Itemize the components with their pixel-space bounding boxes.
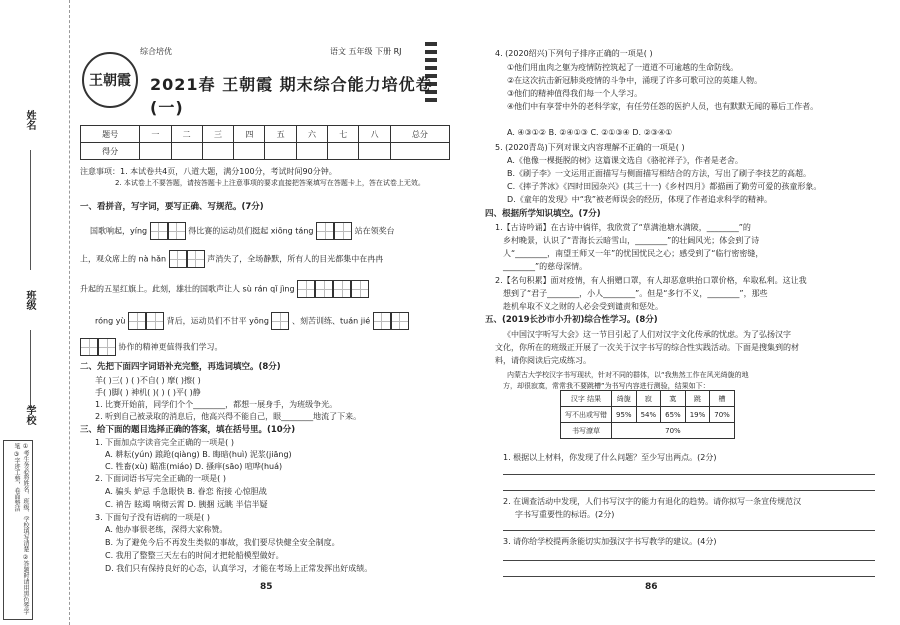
s4-1c: 人“________，南望王师又一年”的忧国忧民之心；感受到了“临行密密缝，	[503, 249, 764, 258]
s5-para-2: 文化，你所在的班级正开展了一次关于汉字书写的综合性实践活动。下面是搜集到的材	[495, 343, 799, 352]
table-row: 汉字 结果 绮旎 寂 寞 跳 槽	[561, 391, 735, 407]
section-2-title: 二、先把下面四字词语补充完整，再选词填空。(8分)	[80, 362, 281, 372]
q4-item-2: ②在这次抗击新冠肺炎疫情的斗争中，涌现了许多可歌可泣的英雄人物。	[507, 76, 763, 85]
s5-para-3: 料，请你阅读后完成练习。	[495, 356, 591, 365]
s4-2a: 2.【名句积累】面对疫情，有人捐赠口罩，有人却恶意哄抬口罩价格，牟取私利。这让我	[495, 276, 807, 285]
s4-2c: 趁机牟取不义之财的人必会受到谴责和惩处。	[503, 302, 663, 311]
s3-q2: 2. 下面词语书写完全正确的一项是( )	[95, 474, 226, 483]
section-4-title: 四、根据所学知识填空。(7分)	[485, 209, 601, 219]
q4-options: A. ④③①② B. ②④①③ C. ②①③④ D. ②③④①	[507, 128, 673, 137]
q4-item-3: ③他们的精神值得我们每一个人学习。	[507, 89, 643, 98]
s5-q2a: 2. 在调查活动中发现，人们书写汉字的能力有退化的趋势。请你拟写一条宣传规范汉	[503, 497, 802, 506]
s5-para-1: 《中国汉字听写大会》这一节目引起了人们对汉字文化传承的忧虑。为了弘扬汉字	[503, 330, 791, 339]
s3-q1-cd: C. 牲畜(xù) 瞄准(miáo) D. 搔痒(sāo) 喧哗(huá)	[105, 462, 283, 471]
school-label: 学校	[24, 405, 35, 425]
s1-line-3: 升起的五星红旗上。此刻，雄壮的国歌声让人 sù rán qǐ jìng	[80, 280, 369, 298]
s1-line-5: 协作的精神更值得我们学习。	[80, 338, 223, 356]
answer-line[interactable]	[503, 560, 875, 561]
s3-q3-a: A. 他办事很老练，深得大家称赞。	[105, 525, 228, 534]
right-page	[455, 0, 900, 625]
section-1-title: 一、看拼音，写字词，要写正确、写规范。(7分)	[80, 202, 264, 212]
section-3-title: 三、给下面的题目选择正确的答案，填在括号里。(10分)	[80, 425, 296, 435]
score-table	[80, 125, 450, 160]
s3-q2-cd: C. 衲告 眩竭 响彻云霄 D. 胰捆 远眺 半信半疑	[105, 500, 268, 509]
name-label: 姓名	[24, 110, 35, 130]
s3-q3-c: C. 我用了整整三天左右的时间才把轮船模型做好。	[105, 551, 284, 560]
header-right: 语文 五年级 下册 RJ	[330, 47, 402, 56]
exam-tips: ①考生务必将姓名、班级、学校填写清楚 ②答题时请用黑色签字笔 ③字迹工整，卷面整洁	[3, 440, 33, 620]
s2-words-2: 手( )脚( ) 神机( )( ) ( )平( )静	[95, 388, 201, 397]
header-left: 综合培优	[140, 47, 172, 56]
s3-q2-ab: A. 骗头 妒忌 手急眼快 B. 眷恋 衔接 心惊胆战	[105, 487, 267, 496]
class-label: 班级	[24, 290, 35, 310]
answer-line[interactable]	[503, 474, 875, 475]
survey-table	[560, 390, 735, 439]
q5-b: B.《刷子李》一文运用正面描写与侧面描写相结合的方法，写出了刷子李技艺的高超。	[507, 169, 812, 178]
answer-line[interactable]	[503, 576, 875, 577]
q4: 4. (2020绍兴)下列句子排序正确的一项是( )	[495, 49, 653, 58]
page-title: 2021春 王朝霞 期末综合能力培优卷(一)	[150, 75, 433, 117]
q4-item-1: ①他们用血肉之躯为疫情防控筑起了一道道不可逾越的生命防线。	[507, 63, 739, 72]
s1-line-1: 国歌响起，yíng 得比赛的运动员们挺起 xiōng táng 站在领奖台	[90, 222, 395, 240]
table-row: 题号 一 二 三 四 五 六 七 八 总分	[81, 126, 450, 143]
s5-quote-1: 内蒙古大学校汉字书写现状，针对不同的群体，以“我焦然工作在风光绮旎的地	[507, 371, 749, 379]
s2-words-1: 羊( )三( ) ( )不自( ) 摩( )擦( )	[95, 376, 201, 385]
table-row: 得分	[81, 143, 450, 160]
name-line	[30, 150, 31, 270]
s3-q3-d: D. 我们只有保持良好的心态，认真学习，才能在考场上正常发挥出好成绩。	[105, 564, 373, 573]
class-line	[30, 330, 31, 410]
page-number: 86	[645, 582, 658, 592]
table-row: 写不出或写错 95% 54% 65% 19% 70%	[561, 407, 735, 423]
table-row: 书写潦草 70%	[561, 423, 735, 439]
s2-question-1: 1. 比赛开始前，同学们个个________，都想一展身手，为班级争光。	[95, 400, 338, 409]
s4-1d: ________”的慈母深情。	[503, 262, 588, 271]
brand-logo: 王朝霞	[82, 52, 138, 108]
s3-q1: 1. 下面加点字读音完全正确的一项是( )	[95, 438, 234, 447]
s4-2b: 想到了“君子________，小人________”。但是“多行不义，________”，那些	[503, 289, 768, 298]
s3-q3: 3. 下面句子没有语病的一项是( )	[95, 513, 210, 522]
s5-quote-2: 方，却很寂寞，常常我不要跳槽”为书写内容进行测验，结果如下：	[503, 382, 710, 390]
page-number: 85	[260, 582, 273, 592]
answer-line[interactable]	[503, 530, 875, 531]
s2-question-2: 2. 听到自己被录取的消息后，他高兴得不能自己，眼________地流了下来。	[95, 412, 362, 421]
s5-q2b: 字书写重要性的标语。(2分)	[515, 510, 615, 519]
answer-line[interactable]	[503, 490, 875, 491]
s4-1b: 乡村晚景，认识了“青海长云暗雪山，________”的壮阔风光；体会到了诗	[503, 236, 760, 245]
s5-q1: 1. 根据以上材料，你发现了什么问题？至少写出两点。(2分)	[503, 453, 717, 462]
s4-1a: 1.【古诗吟诵】在古诗中徜徉，我欣赏了“草满池塘水满陂，________”的	[495, 223, 751, 232]
s1-line-2: 上，观众席上的 nà hǎn 声消失了，全场静默，所有人的目光都集中在冉冉	[80, 250, 383, 268]
q5-a: A.《他像一棵挺脱的树》这篇课文选自《骆驼祥子》，作者是老舍。	[507, 156, 743, 165]
s5-q3: 3. 请你给学校提两条能切实加强汉字书写教学的建议。(4分)	[503, 537, 717, 546]
s3-q3-b: B. 为了避免今后不再发生类似的事故，我们要尽快健全安全制度。	[105, 538, 340, 547]
notes-line-2: 2. 本试卷上不要答题，请按答题卡上注意事项的要求直接把答案填写在答题卡上，答在试卷上无效。	[115, 179, 425, 187]
s3-q1-ab: A. 耕耘(yún) 踉跄(qiàng) B. 晦暗(huì) 泥浆(jiāng)	[105, 450, 292, 459]
q5-c: C.《摔子荠冰》《四时田园杂兴》(其三十一)《乡村四月》都描画了勤劳可爱的孩童形象。	[507, 182, 822, 191]
q5-d: D.《童年的发现》中“我”被老师误会的经历，体现了作者追求科学的精神。	[507, 195, 772, 204]
binding-gutter	[0, 0, 70, 625]
section-5-title: 五、(2019长沙市小升初)综合性学习。(8分)	[485, 315, 658, 325]
s1-line-4: róng yù 背后，运动员们不甘平 yōng 、刻苦训练、tuán jié	[95, 312, 409, 330]
q4-item-4: ④他们中有享誉中外的老科学家，有任劳任怨的医护人员，也有默默无闻的幕后工作者。	[507, 102, 819, 111]
notes-line-1: 注意事项：1. 本试卷共4页，八道大题，满分100分，考试时间90分钟。	[80, 167, 337, 176]
q5: 5. (2020青岛)下列对课文内容理解不正确的一项是( )	[495, 143, 685, 152]
